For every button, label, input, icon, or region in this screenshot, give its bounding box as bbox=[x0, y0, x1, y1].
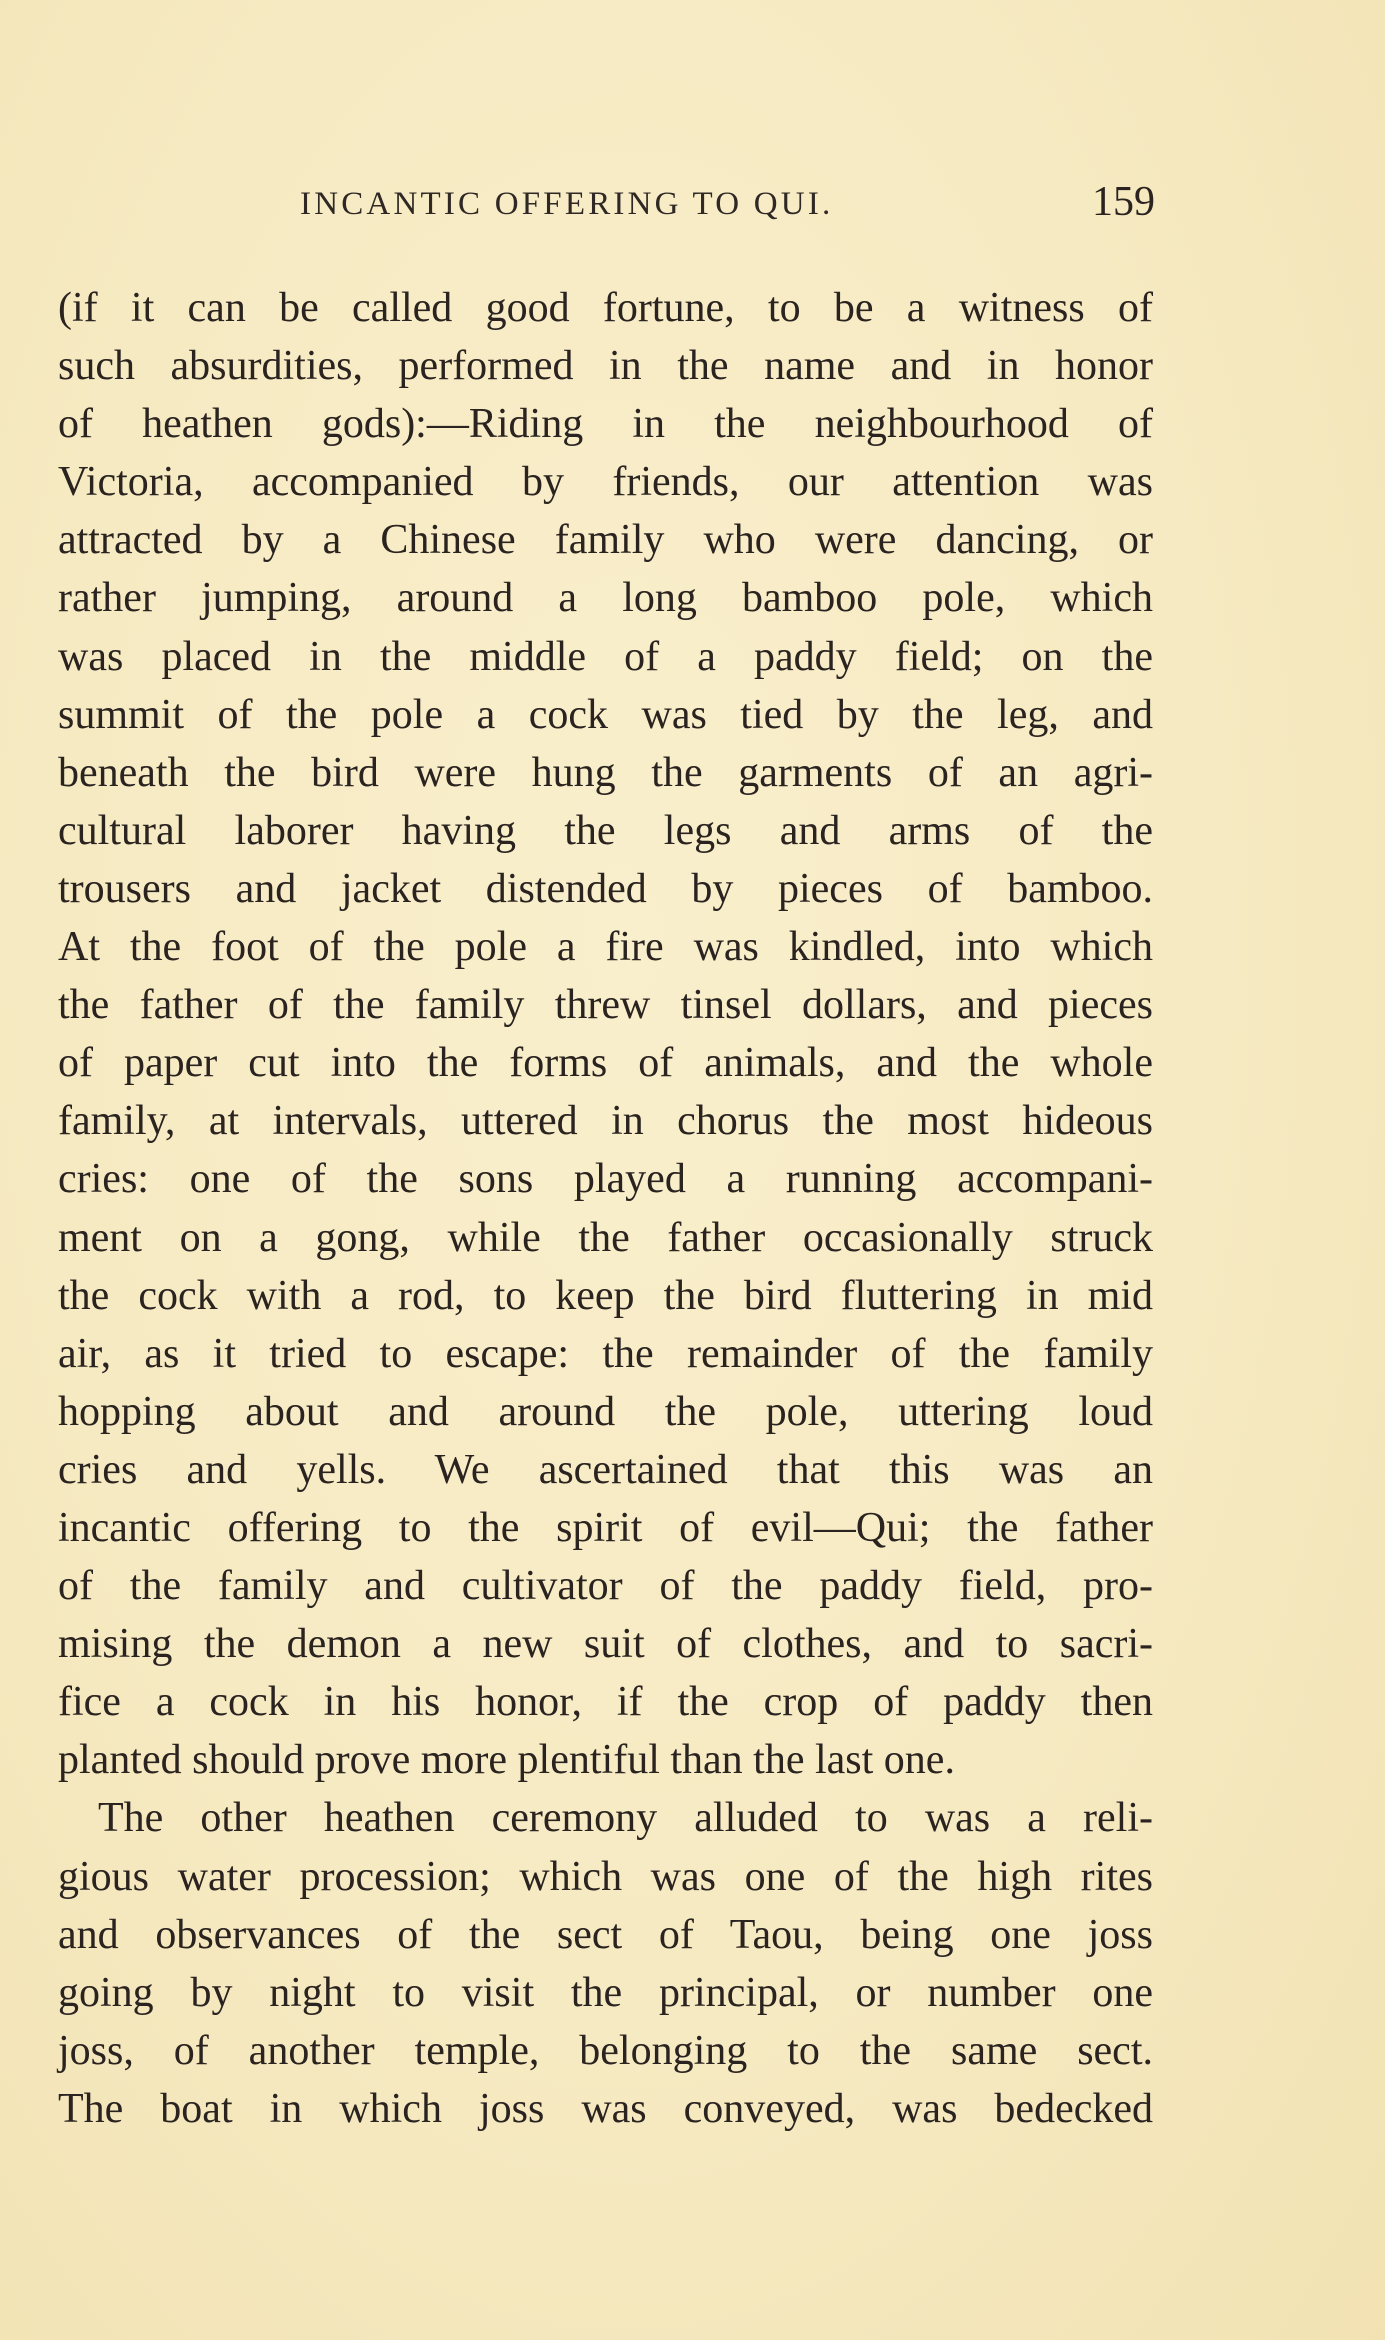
text-line: the father of the family threw tinsel dollars, and pieces bbox=[58, 982, 1153, 1029]
text-line: attracted by a Chinese family who were dancing, or bbox=[58, 517, 1153, 564]
text-line: beneath the bird were hung the garments of an agri- bbox=[58, 749, 1153, 796]
page-header bbox=[300, 178, 1155, 238]
text-line: was placed in the middle of a paddy field; on the bbox=[58, 633, 1153, 680]
text-line: cultural laborer having the legs and arms of the bbox=[58, 807, 1153, 854]
text-line: trousers and jacket distended by pieces of bamboo. bbox=[58, 865, 1153, 912]
text-line: Victoria, accompanied by friends, our attention was bbox=[58, 459, 1153, 506]
text-line: ment on a gong, while the father occasionally struck bbox=[58, 1214, 1153, 1261]
text-line: going by night to visit the principal, or number one bbox=[58, 1969, 1153, 2016]
body-text bbox=[58, 279, 1153, 2138]
text-line: and observances of the sect of Taou, being one joss bbox=[58, 1911, 1153, 1958]
text-line: (if it can be called good fortune, to be a witness of bbox=[58, 285, 1153, 331]
text-line: mising the demon a new suit of clothes, and to sacri- bbox=[58, 1621, 1153, 1668]
text-line: cries: one of the sons played a running accompani- bbox=[58, 1156, 1153, 1203]
text-line: incantic offering to the spirit of evil—Qui; the father bbox=[58, 1504, 1153, 1551]
text-line: of heathen gods):—Riding in the neighbourhood of bbox=[58, 401, 1153, 448]
text-line: gious water procession; which was one of the high rites bbox=[58, 1853, 1153, 1900]
text-line: At the foot of the pole a fire was kindled, into which bbox=[58, 924, 1153, 971]
text-line: hopping about and around the pole, uttering loud bbox=[58, 1388, 1153, 1435]
text-line: such absurdities, performed in the name and in honor bbox=[58, 343, 1153, 390]
text-line: joss, of another temple, belonging to the same sect. bbox=[58, 2027, 1153, 2074]
text-line: family, at intervals, uttered in chorus the most hideous bbox=[58, 1098, 1153, 1145]
text-line: the cock with a rod, to keep the bird fluttering in mid bbox=[58, 1272, 1153, 1319]
text-line: of paper cut into the forms of animals, and the whole bbox=[58, 1040, 1153, 1087]
text-line: The other heathen ceremony alluded to was a reli- bbox=[98, 1795, 1153, 1842]
text-line: of the family and cultivator of the paddy field, pro- bbox=[58, 1563, 1153, 1610]
text-line: rather jumping, around a long bamboo pole, which bbox=[58, 575, 1153, 622]
text-line: The boat in which joss was conveyed, was bedecked bbox=[58, 2085, 1153, 2132]
text-line: fice a cock in his honor, if the crop of paddy then bbox=[58, 1679, 1153, 1726]
text-line: summit of the pole a cock was tied by the leg, and bbox=[58, 691, 1153, 738]
text-line: planted should prove more plentiful than the last one. bbox=[58, 1737, 955, 1784]
page-number: 159 bbox=[1092, 179, 1155, 225]
text-line: air, as it tried to escape: the remainder of the family bbox=[58, 1330, 1153, 1377]
text-line: cries and yells. We ascertained that this was an bbox=[58, 1446, 1153, 1493]
running-head: INCANTIC OFFERING TO QUI. bbox=[300, 186, 834, 222]
